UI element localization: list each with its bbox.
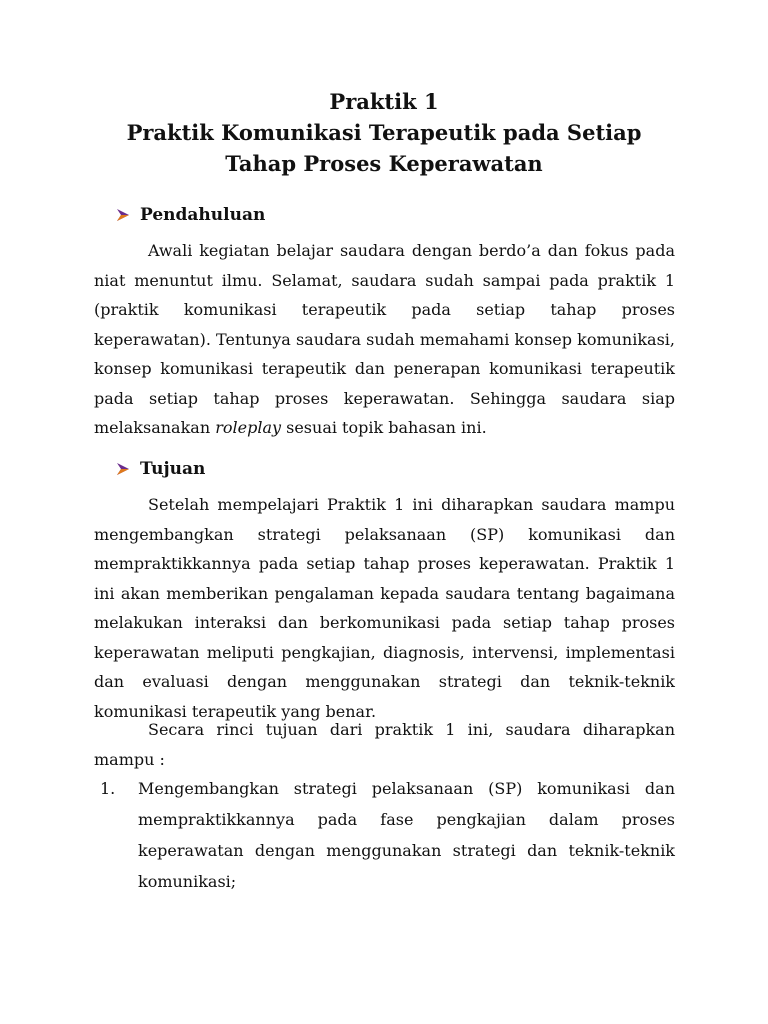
paragraph-text: Setelah mempelajari Praktik 1 ini diharapkan saudara mampu mengembangkan strategi pelaksanaan (SP) komunikasi dan mempraktikkannya pada setiap tahap proses keperawatan. Praktik 1 ini akan memberikan pengalaman kepada saudara tentang bagaimana melakukan interaksi dan berkomunikasi pada setiap tahap proses keperawatan meliputi pengkajian, diagnosis, intervensi, implementasi dan evaluasi dengan menggunakan strategi dan teknik-teknik komunikasi terapeutik yang benar. xyxy=(94,495,675,721)
list-item xyxy=(100,773,675,897)
section-heading-pendahuluan xyxy=(116,205,265,225)
title-line-2: Praktik Komunikasi Terapeutik pada Setiap xyxy=(126,120,642,145)
objectives-list xyxy=(100,773,675,897)
arrow-bullet-icon xyxy=(116,208,130,222)
paragraph-text: Awali kegiatan belajar saudara dengan berdo’a dan fokus pada niat menuntut ilmu. Selamat, saudara sudah sampai pada praktik 1 (praktik komunikasi terapeutik pada setiap tahap proses keperawatan). Tentunya saudara sudah memahami konsep komunikasi, konsep komunikasi terapeutik dan penerapan komunikasi terapeutik pada setiap tahap proses keperawatan. Sehingga saudara siap melaksanakan xyxy=(94,241,675,437)
section-heading-tujuan xyxy=(116,459,205,479)
title-line-1: Praktik 1 xyxy=(329,89,439,114)
paragraph-text-end: sesuai topik bahasan ini. xyxy=(281,418,487,437)
arrow-bullet-icon xyxy=(116,462,130,476)
list-item-number: 1. xyxy=(100,779,116,798)
document-title xyxy=(0,86,768,179)
heading-label: Pendahuluan xyxy=(140,205,266,225)
heading-label: Tujuan xyxy=(140,459,206,479)
title-line-3: Tahap Proses Keperawatan xyxy=(225,151,543,176)
tujuan-paragraph-1 xyxy=(94,490,675,726)
tujuan-paragraph-2 xyxy=(94,715,675,774)
italic-term: roleplay xyxy=(215,418,282,437)
list-item-text: Mengembangkan strategi pelaksanaan (SP) komunikasi dan mempraktikkannya pada fase pengkajian dalam proses keperawatan dengan menggunakan strategi dan teknik-teknik komunikasi; xyxy=(138,779,675,891)
pendahuluan-paragraph xyxy=(94,236,675,443)
paragraph-text: Secara rinci tujuan dari praktik 1 ini, saudara diharapkan mampu : xyxy=(94,720,675,769)
